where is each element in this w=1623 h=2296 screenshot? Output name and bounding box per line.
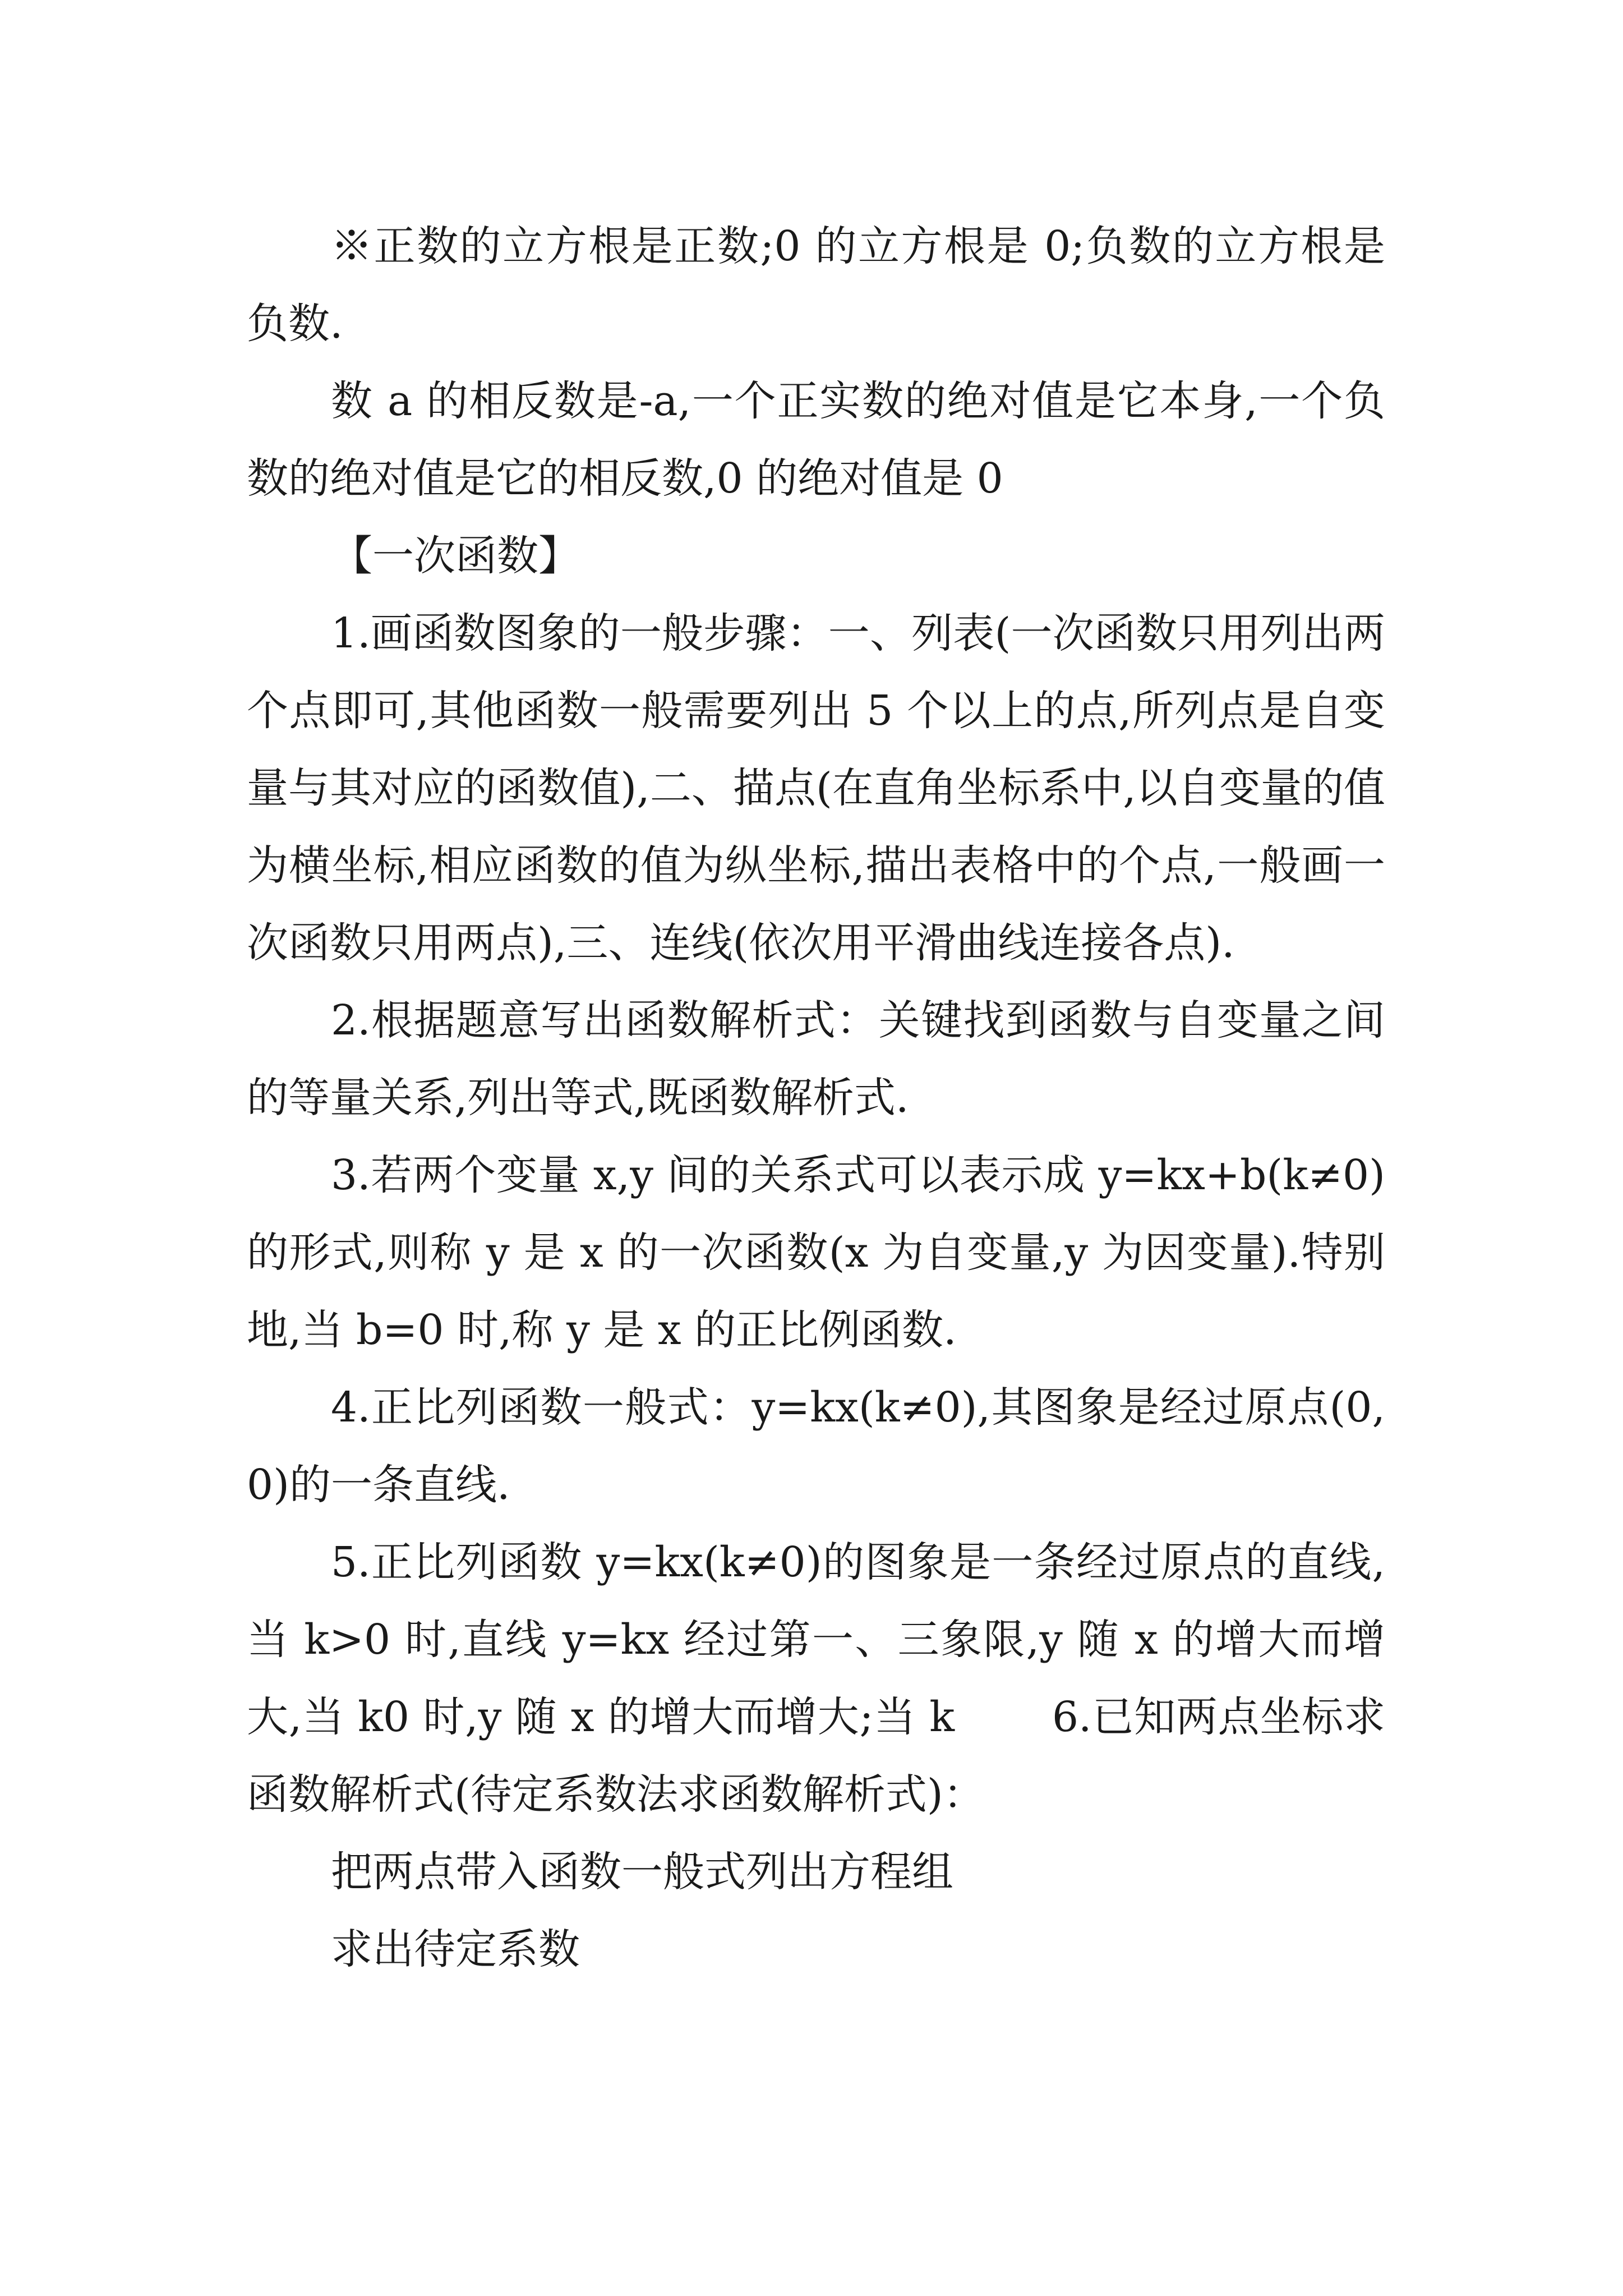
paragraph-item-2: 2.根据题意写出函数解析式：关键找到函数与自变量之间的等量关系,列出等式,既函数解析式. — [247, 996, 1385, 1122]
paragraph-cube-root: ※正数的立方根是正数;0 的立方根是 0;负数的立方根是负数. — [247, 222, 1385, 348]
paragraph-step-solve: 求出待定系数 — [331, 1925, 580, 1973]
paragraph-item-4: 4.正比列函数一般式：y=kx(k≠0),其图象是经过原点(0,0)的一条直线. — [247, 1383, 1385, 1509]
paragraph-opposite-number: 数 a 的相反数是-a,一个正实数的绝对值是它本身,一个负数的绝对值是它的相反数,0 的绝对值是 0 — [247, 377, 1385, 503]
section-heading-linear-function: 【一次函数】 — [331, 532, 580, 580]
paragraph-item-1: 1.画函数图象的一般步骤：一、列表(一次函数只用列出两个点即可,其他函数一般需要列出 5 个以上的点,所列点是自变量与其对应的函数值),二、描点(在直角坐标系中,以自变量的值为横坐标,相应函数的值为纵坐标,描出表格中的个点,一般画一次函数只用两点),三、连线(依次用平滑曲线连接各点). — [247, 609, 1385, 967]
document-body — [247, 208, 1385, 1988]
paragraph-item-5: 5.正比列函数 y=kx(k≠0)的图象是一条经过原点的直线,当 k>0 时,直线 y=kx 经过第一、三象限,y 随 x 的增大而增大,当 k0 时,y 随 x 的增大而增大;当 k 6.已知两点坐标求函数解析式(待定系数法求函数解析式)： — [247, 1538, 1385, 1819]
paragraph-item-3: 3.若两个变量 x,y 间的关系式可以表示成 y=kx+b(k≠0)的形式,则称 y 是 x 的一次函数(x 为自变量,y 为因变量).特别地,当 b=0 时,称 y 是 x 的正比例函数. — [247, 1151, 1385, 1354]
paragraph-step-substitute: 把两点带入函数一般式列出方程组 — [331, 1848, 953, 1896]
